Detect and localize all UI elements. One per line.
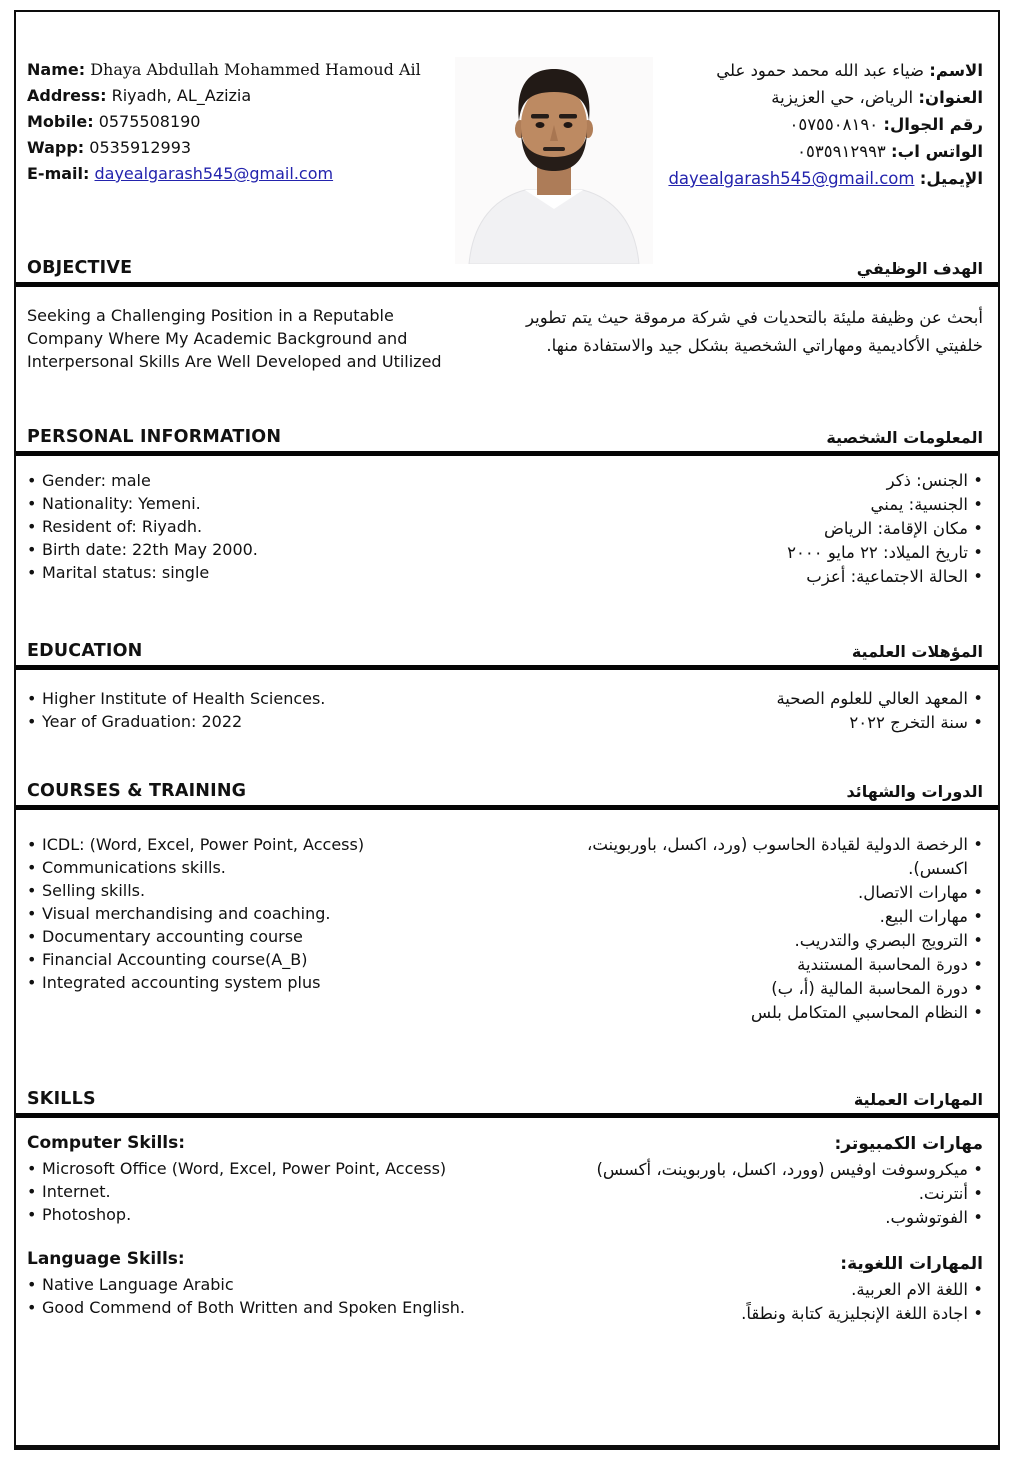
email-label: E-mail: [27, 164, 90, 183]
section-rule [16, 665, 998, 670]
email-row-ar [653, 165, 983, 192]
name-label-ar: الاسم: [929, 61, 983, 80]
list-item: • Birth date: 22th May 2000. [27, 538, 524, 561]
section-skills [27, 1089, 983, 1326]
education-title-ar: المؤهلات العلمية [851, 642, 983, 661]
list-item: • Nationality: Yemeni. [27, 492, 524, 515]
section-rule [16, 451, 998, 456]
list-item: • الجنسية: يمني [543, 493, 983, 517]
list-item: • Integrated accounting system plus [27, 971, 524, 994]
address-label: Address: [27, 86, 107, 105]
education-title-en: EDUCATION [27, 641, 143, 661]
list-item: • ICDL: (Word, Excel, Power Point, Access) [27, 833, 524, 856]
courses-title-ar: الدورات والشهائد [846, 782, 983, 801]
computer-skills-block-en [27, 1132, 524, 1226]
list-item: • الجنس: ذكر [543, 469, 983, 493]
section-education [27, 641, 983, 735]
skills-heading-row [27, 1089, 983, 1109]
mobile-row [27, 109, 472, 135]
courses-list-en [27, 833, 524, 1025]
list-item: • Visual merchandising and coaching. [27, 902, 524, 925]
list-item: • الرخصة الدولية لقيادة الحاسوب (ورد، اكسل، باوربوينت، اكسس). [543, 833, 983, 881]
address-row-ar [653, 84, 983, 111]
list-item: • Higher Institute of Health Sciences. [27, 687, 524, 710]
skills-col-en [27, 1132, 524, 1326]
mobile-label: Mobile: [27, 112, 94, 131]
address-row [27, 83, 472, 109]
section-rule [16, 1113, 998, 1118]
name-value: Dhaya Abdullah Mohammed Hamoud Ail [90, 60, 421, 79]
list-item: • Gender: male [27, 469, 524, 492]
education-heading-row [27, 641, 983, 661]
email-link[interactable]: dayealgarash545@gmail.com [94, 164, 334, 183]
name-label: Name: [27, 60, 86, 79]
wapp-row [27, 135, 472, 161]
personal-body [27, 469, 983, 589]
name-row-ar [653, 57, 983, 84]
list-item: • Resident of: Riyadh. [27, 515, 524, 538]
list-item: • الترويج البصري والتدريب. [543, 929, 983, 953]
computer-skills-heading-en: Computer Skills: [27, 1133, 186, 1153]
list-item: • Marital status: single [27, 561, 524, 584]
personal-title-ar: المعلومات الشخصية [826, 428, 983, 447]
wapp-label-ar: الواتس اب: [891, 142, 983, 161]
courses-title-en: COURSES & TRAINING [27, 781, 247, 801]
list-item: • تاريخ الميلاد: ٢٢ مايو ٢٠٠٠ [543, 541, 983, 565]
header [27, 57, 983, 192]
education-list-en [27, 687, 524, 735]
objective-title-en: OBJECTIVE [27, 258, 133, 278]
wapp-label: Wapp: [27, 138, 85, 157]
section-courses-training [27, 781, 983, 1025]
mobile-value-ar: ٠٥٧٥٥٠٨١٩٠ [789, 115, 879, 134]
list-item: • دورة المحاسبة المستندية [543, 953, 983, 977]
list-item: • Financial Accounting course(A_B) [27, 948, 524, 971]
personal-list-ar [543, 469, 983, 589]
personal-heading-row [27, 427, 983, 447]
list-item: • الحالة الاجتماعية: أعزب [543, 565, 983, 589]
personal-title-en: PERSONAL INFORMATION [27, 427, 282, 447]
courses-heading-row [27, 781, 983, 801]
email-row [27, 161, 472, 187]
objective-text-en: Seeking a Challenging Position in a Reputable Company Where My Academic Background and Interpersonal Skills Are Well Developed and Utilized [27, 306, 442, 371]
email-link-ar[interactable]: dayealgarash545@gmail.com [668, 169, 915, 188]
list-item: • Selling skills. [27, 879, 524, 902]
list-item: • Communications skills. [27, 856, 524, 879]
language-skills-heading-en: Language Skills: [27, 1249, 185, 1269]
list-item: • النظام المحاسبي المتكامل بلس [543, 1001, 983, 1025]
objective-heading-row [27, 258, 983, 278]
section-personal-information [27, 427, 983, 589]
list-item: • ميكروسوفت اوفيس (وورد، اكسل، باوربوينت، أكسس) [543, 1158, 983, 1182]
email-label-ar: الإيميل: [919, 169, 983, 188]
list-item: • مكان الإقامة: الرياض [543, 517, 983, 541]
education-list-ar [543, 687, 983, 735]
header-contact-en [27, 57, 472, 192]
resume-page [14, 10, 1000, 1450]
list-item: • الفوتوشوب. [543, 1206, 983, 1230]
objective-body [27, 304, 983, 373]
mobile-row-ar [653, 111, 983, 138]
list-item: • دورة المحاسبة المالية (أ، ب) [543, 977, 983, 1001]
list-item: • Good Commend of Both Written and Spoken English. [27, 1296, 524, 1319]
computer-skills-block-ar [543, 1132, 983, 1230]
address-value-ar: الرياض، حي العزيزية [771, 88, 914, 107]
skills-title-ar: المهارات العملية [853, 1090, 983, 1109]
education-body [27, 687, 983, 735]
wapp-value: 0535912993 [89, 138, 192, 157]
list-item: • سنة التخرج ٢٠٢٢ [543, 711, 983, 735]
skills-col-ar [543, 1132, 983, 1326]
list-item: • المعهد العالي للعلوم الصحية [543, 687, 983, 711]
list-item: • مهارات الاتصال. [543, 881, 983, 905]
list-item: • Microsoft Office (Word, Excel, Power Point, Access) [27, 1157, 524, 1180]
objective-title-ar: الهدف الوظيفي [856, 259, 983, 278]
mobile-label-ar: رقم الجوال: [883, 115, 983, 134]
list-item: • اللغة الام العربية. [543, 1278, 983, 1302]
list-item: • Documentary accounting course [27, 925, 524, 948]
list-item: • مهارات البيع. [543, 905, 983, 929]
address-label-ar: العنوان: [918, 88, 983, 107]
name-row [27, 57, 472, 83]
list-item: • Native Language Arabic [27, 1273, 524, 1296]
skills-body [27, 1132, 983, 1326]
language-skills-block-ar [543, 1252, 983, 1326]
wapp-value-ar: ٠٥٣٥٩١٢٩٩٣ [797, 142, 886, 161]
mobile-value: 0575508190 [98, 112, 201, 131]
courses-list-ar [543, 833, 983, 1025]
language-skills-heading-ar: المهارات اللغوية: [840, 1254, 983, 1274]
courses-body [27, 833, 983, 1025]
computer-skills-heading-ar: مهارات الكمبيوتر: [834, 1134, 983, 1154]
skills-title-en: SKILLS [27, 1089, 96, 1109]
section-objective [27, 258, 983, 373]
name-value-ar: ضياء عبد الله محمد حمود علي [716, 61, 925, 80]
personal-list-en [27, 469, 524, 589]
objective-text-ar: أبحث عن وظيفة مليئة بالتحديات في شركة مرموقة حيث يتم تطوير خلفيتي الأكاديمية ومهاراتي الشخصية بشكل جيد والاستفادة منها. [526, 308, 983, 355]
list-item: • Internet. [27, 1180, 524, 1203]
list-item: • أنترنت. [543, 1182, 983, 1206]
wapp-row-ar [653, 138, 983, 165]
section-rule [16, 805, 998, 810]
section-rule [16, 282, 998, 287]
address-value: Riyadh, AL_Azizia [111, 86, 252, 105]
language-skills-block-en [27, 1248, 524, 1319]
list-item: • Year of Graduation: 2022 [27, 710, 524, 733]
list-item: • اجادة اللغة الإنجليزية كتابة ونطقاً. [543, 1302, 983, 1326]
list-item: • Photoshop. [27, 1203, 524, 1226]
header-contact-ar [653, 57, 983, 192]
